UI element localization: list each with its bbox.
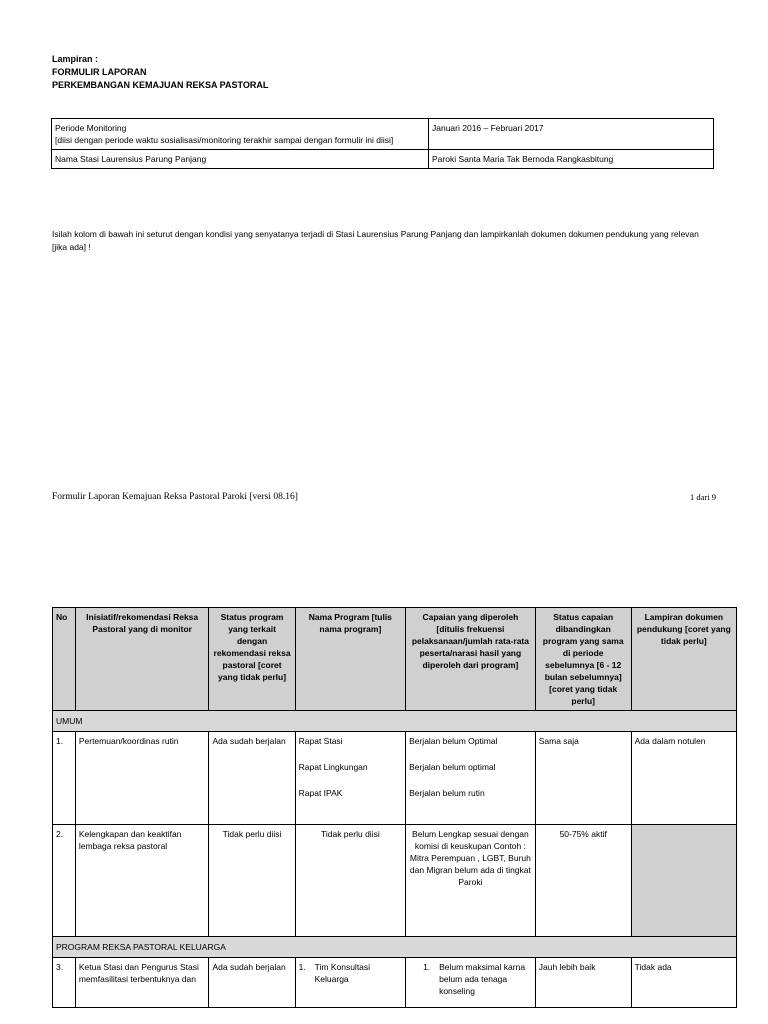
row-initiative: Kelengkapan dan keaktifan lembaga reksa pastoral	[75, 825, 209, 937]
row-comparison: 50-75% aktif	[535, 825, 631, 937]
program-number: 1.	[298, 962, 306, 972]
row-comparison: Jauh lebih baik	[535, 958, 631, 1008]
section-umum: UMUM	[53, 711, 737, 732]
row-program	[295, 958, 405, 1008]
footer-form-name: Formulir Laporan Kemajuan Reksa Pastoral Paroki [versi 08.16]	[52, 492, 298, 502]
row-status: Ada sudah berjalan	[209, 958, 295, 1008]
row-comparison: Sama saja	[535, 732, 631, 825]
program-item: Rapat Lingkungan	[298, 762, 368, 772]
program-item: Rapat Stasi	[298, 736, 343, 746]
attachment-label: Lampiran :	[52, 54, 99, 64]
row-achievement	[406, 958, 536, 1008]
table-row	[53, 825, 737, 937]
period-row	[52, 119, 714, 150]
form-title: FORMULIR LAPORAN	[52, 67, 147, 77]
section-keluarga: PROGRAM REKSA PASTORAL KELUARGA	[53, 937, 737, 958]
row-achievement: Belum Lengkap sesuai dengan komisi di keuskupan Contoh : Mitra Perempuan , LGBT, Buruh dan Migran belum ada di tingkat Paroki	[406, 825, 536, 937]
page-separator	[0, 540, 768, 600]
header-achievement: Capaian yang diperoleh [ditulis frekuensi pelaksanaan/jumlah rata-rata peserta/narasi hasil yang diperoleh dari program]	[406, 608, 536, 711]
period-value: Januari 2016 – Februari 2017	[429, 119, 714, 150]
row-achievements	[406, 732, 536, 825]
instruction-text: Isilah kolom di bawah ini seturut dengan kondisi yang senyatanya terjadi di Stasi Laurensius Parung Panjang dan lampirkanlah dokumen dokumen pendukung yang relevan [jika ada] !	[52, 229, 699, 252]
table-row	[53, 958, 737, 1008]
station-name: Nama Stasi Laurensius Parung Panjang	[52, 150, 429, 169]
section-row	[53, 937, 737, 958]
period-note: [diisi dengan periode waktu sosialisasi/monitoring terakhir sampai dengan formulir ini diisi]	[55, 135, 394, 145]
header-comparison: Status capaian dibandingkan program yang sama di periode sebelumnya [6 - 12 bulan sebelumnya] [coret yang tidak perlu]	[535, 608, 631, 711]
row-attachment: Ada dalam notulen	[631, 732, 736, 825]
row-initiative: Ketua Stasi dan Pengurus Stasi memfasilitasi terbentuknya dan	[75, 958, 209, 1008]
row-attachment	[631, 825, 736, 937]
page-footer	[52, 492, 716, 502]
row-initiative: Pertemuan/koordinas rutin	[75, 732, 209, 825]
monitoring-table	[52, 607, 737, 1008]
row-no: 1.	[53, 732, 76, 825]
section-row	[53, 711, 737, 732]
achievement-item: Berjalan belum optimal	[409, 762, 496, 772]
row-attachment: Tidak ada	[631, 958, 736, 1008]
program-item: Rapat IPAK	[298, 788, 343, 798]
table-row	[53, 732, 737, 825]
header-status: Status program yang terkait dengan rekomendasi reksa pastoral [coret yang tidak perlu]	[209, 608, 295, 711]
row-no: 3.	[53, 958, 76, 1008]
header-no: No	[53, 608, 76, 711]
page-number: 1 dari 9	[690, 492, 716, 502]
row-program: Tidak perlu diisi	[295, 825, 405, 937]
row-no: 2.	[53, 825, 76, 937]
period-label-cell	[52, 119, 429, 150]
header-attachment: Lampiran dokumen pendukung [coret yang tidak perlu]	[631, 608, 736, 711]
monitoring-info-table	[51, 118, 714, 169]
achievement-item: Berjalan belum Optimal	[409, 736, 498, 746]
row-status: Ada sudah berjalan	[209, 732, 295, 825]
parish-name: Paroki Santa Maria Tak Bernoda Rangkasbitung	[429, 150, 714, 169]
form-subtitle: PERKEMBANGAN KEMAJUAN REKSA PASTORAL	[52, 80, 269, 90]
achievement-number: 1.	[423, 962, 431, 972]
station-row	[52, 150, 714, 169]
achievement-item: Berjalan belum rutin	[409, 788, 485, 798]
row-programs	[295, 732, 405, 825]
table-header-row	[53, 608, 737, 711]
program-text: Tim Konsultasi Keluarga	[314, 962, 371, 984]
achievement-text: Belum maksimal karna belum ada tenaga konseling	[439, 962, 526, 996]
header-initiative: Inisiatif/rekomendasi Reksa Pastoral yang di monitor	[75, 608, 209, 711]
header-program: Nama Program [tulis nama program]	[295, 608, 405, 711]
document-header	[52, 53, 268, 92]
row-status: Tidak perlu diisi	[209, 825, 295, 937]
period-label: Periode Monitoring	[55, 123, 127, 133]
